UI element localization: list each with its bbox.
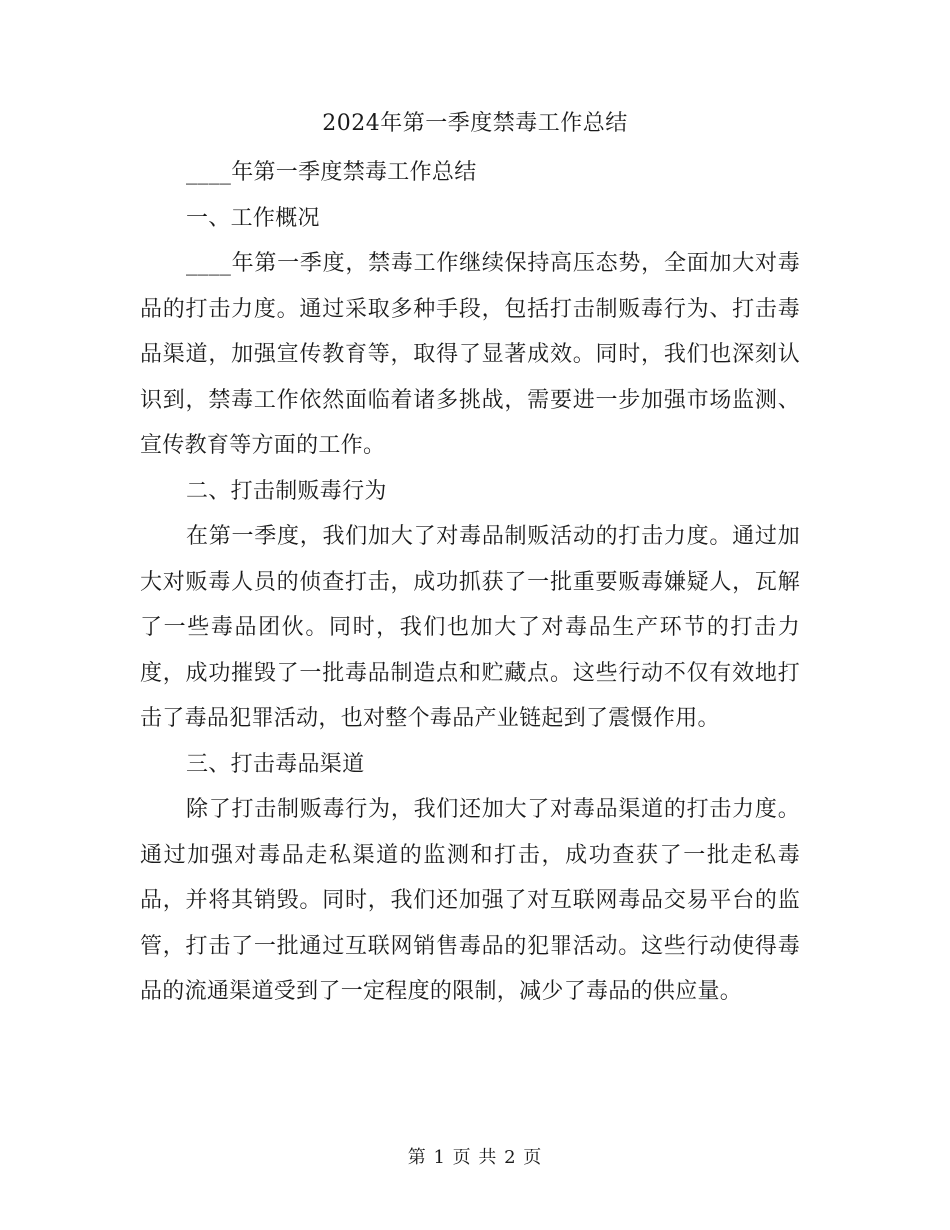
paragraph-trafficking: 在第一季度，我们加大了对毒品制贩活动的打击力度。通过加大对贩毒人员的侦查打击，成功抓获了一批重要贩毒嫌疑人，瓦解了一些毒品团伙。同时，我们也加大了对毒品生产环节的打击力度，成功摧毁了一批毒品制造点和贮藏点。这些行动不仅有效地打击了毒品犯罪活动，也对整个毒品产业链起到了震慑作用。 — [140, 524, 800, 731]
section-heading-channels: 三、打击毒品渠道 — [186, 751, 365, 777]
paragraph-channels: 除了打击制贩毒行为，我们还加大了对毒品渠道的打击力度。通过加强对毒品走私渠道的监测和打击，成功查获了一批走私毒品，并将其销毁。同时，我们还加强了对互联网毒品交易平台的监管，打击了一批通过互联网销售毒品的犯罪活动。这些行动使得毒品的流通渠道受到了一定程度的限制，减少了毒品的供应量。 — [140, 797, 800, 1004]
section-heading-overview: 一、工作概况 — [186, 205, 320, 231]
section-heading-trafficking: 二、打击制贩毒行为 — [186, 478, 387, 504]
page-number-footer: 第 1 页 共 2 页 — [407, 1147, 543, 1168]
document-title: 2024年第一季度禁毒工作总结 — [322, 111, 628, 136]
document-body — [140, 150, 800, 1015]
paragraph-overview: ____年第一季度，禁毒工作继续保持高压态势，全面加大对毒品的打击力度。通过采取多种手段，包括打击制贩毒行为、打击毒品渠道，加强宣传教育等，取得了显著成效。同时，我们也深刻认识到，禁毒工作依然面临着诸多挑战，需要进一步加强市场监测、宣传教育等方面的工作。 — [140, 251, 800, 458]
subtitle-paragraph: ____年第一季度禁毒工作总结 — [186, 160, 477, 185]
